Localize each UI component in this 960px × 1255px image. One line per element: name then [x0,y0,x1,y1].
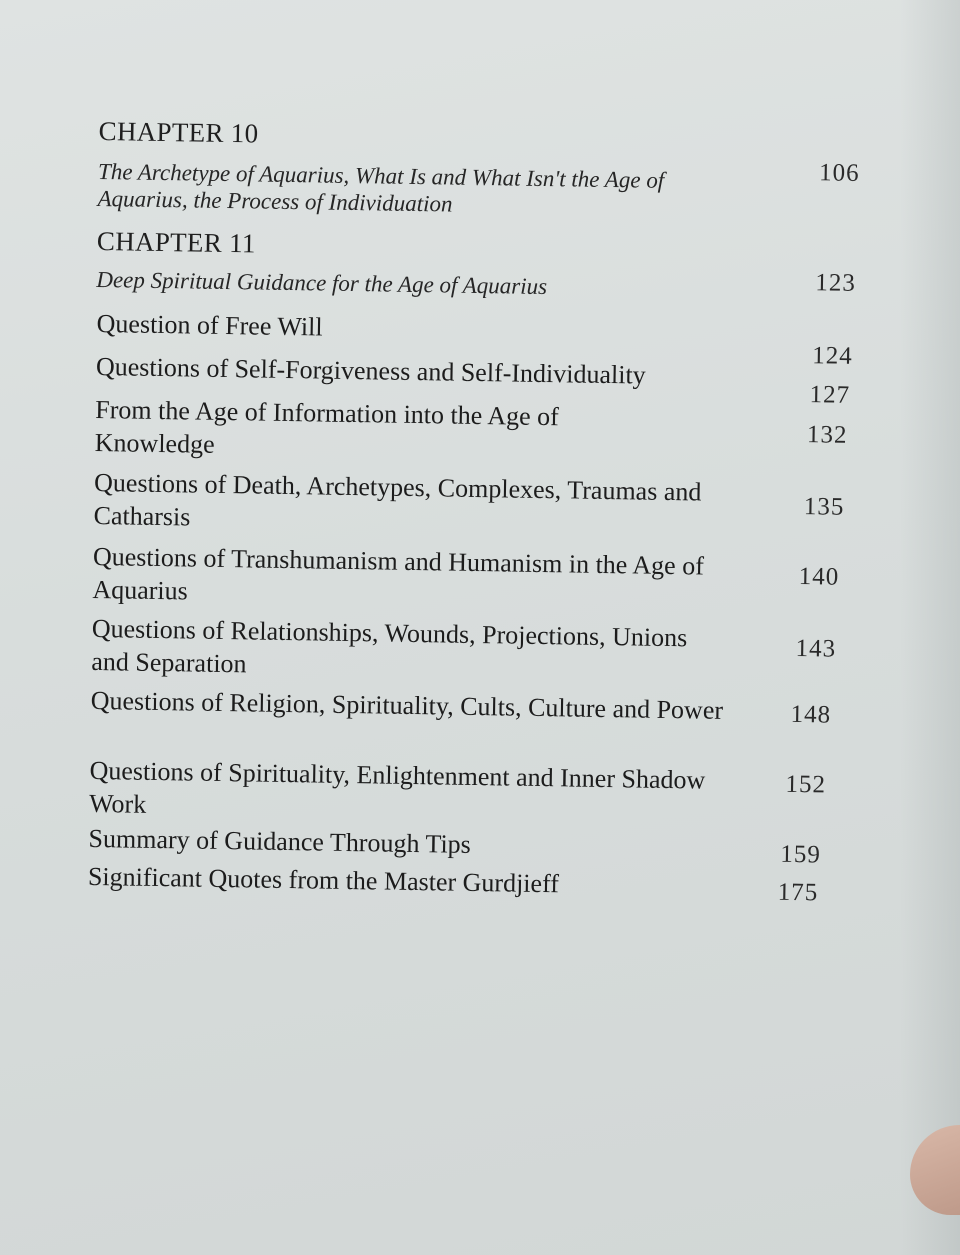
chapter-11-subtitle: Deep Spiritual Guidance for the Age of Aquarius [96,266,548,300]
toc-entry-page-number: 152 [785,770,827,799]
toc-entry-page-number: 175 [777,878,819,907]
toc-entry-page-number: 127 [809,381,851,409]
chapter-10-heading: CHAPTER 10 [98,115,259,149]
toc-entry-page-number: 135 [803,493,845,521]
toc-entry-page-number: 159 [780,840,822,869]
toc-entry-page-number: 132 [806,421,848,449]
toc-entry: Questions of Relationships, Wounds, Projections, Unions and Separation [91,613,688,679]
toc-entry: Questions of Transhumanism and Humanism in the Age of Aquarius [92,541,705,606]
toc-entry-page-number: 140 [798,563,840,591]
toc-entry: Questions of Religion, Spirituality, Cults, Culture and Power [90,685,724,725]
toc-entry-page-number: 124 [812,342,853,370]
chapter-10-subtitle: The Archetype of Aquarius, What Is and What Isn't the Age of Aquarius, the Process of Individuation [97,158,665,217]
toc-entry: Questions of Death, Archetypes, Complexes, Traumas and Catharsis [93,467,702,532]
chapter-11-page-number: 123 [815,269,857,297]
chapter-11-heading: CHAPTER 11 [96,225,256,259]
toc-entry-page-number: 143 [795,634,837,663]
chapter-10-page-number: 106 [818,159,860,187]
toc-entry: Questions of Spirituality, Enlightenment and Inner Shadow Work [88,755,706,819]
toc-entry-page-number: 148 [790,700,832,729]
toc-entry: Questions of Self-Forgiveness and Self-Individuality [95,351,646,390]
toc-entry: From the Age of Information into the Age of Knowledge [94,394,560,459]
toc-entry: Summary of Guidance Through Tips [88,823,472,859]
toc-entry: Question of Free Will [96,308,323,342]
toc-entry: Significant Quotes from the Master Gurdjieff [87,861,560,899]
